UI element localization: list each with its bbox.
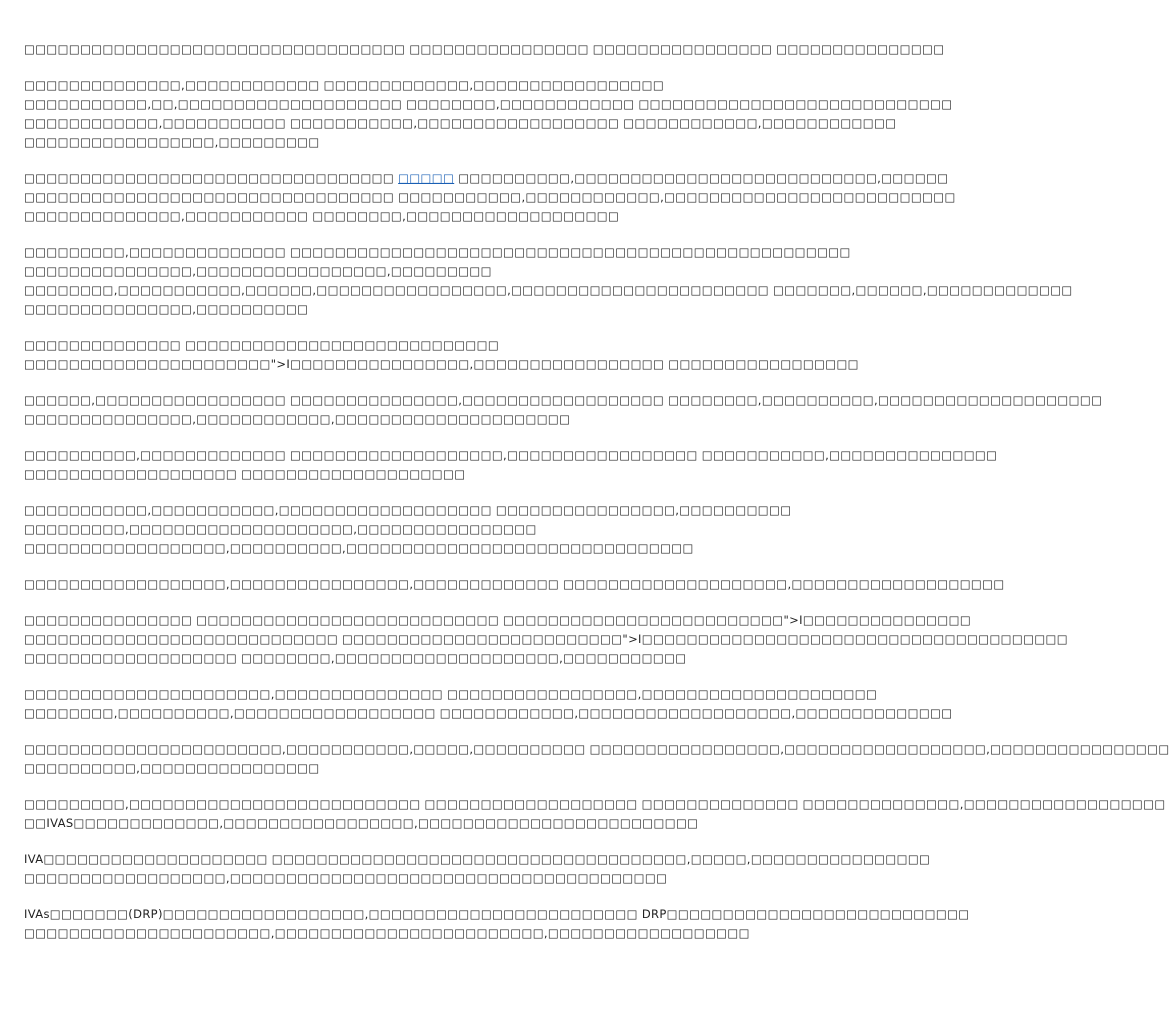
- text-line: □□□□□□,□□□□□□□□□□□□□□□□□ □□□□□□□□□□□□□□□,□□□□□□□□□□□□□□□□□□ □□□□□□□□,□□□□□□□□□□,□□□□□□□□□□□□□□□□□□□□: [24, 393, 1103, 407]
- paragraph: [24, 446, 998, 484]
- text-line: □□□□□□□□□□□□□□□□□□□□□□,□□□□□□□□□□□□□□□□□□□□□□□□,□□□□□□□□□□□□□□□□□□: [24, 926, 750, 940]
- document-body: [24, 40, 1170, 960]
- text-line: [24, 169, 949, 188]
- text-line: □□□□□□□□□□,□□□□□□□□□□□□□ □□□□□□□□□□□□□□□□□□□,□□□□□□□□□□□□□□□□□ □□□□□□□□□□□,□□□□□□□□□□□□□□□: [24, 448, 998, 462]
- inline-link[interactable]: □□□□□: [398, 171, 455, 185]
- text-line: □□□□□□□□□□□□□□□,□□□□□□□□□□□□□□□□□,□□□□□□□□□: [24, 264, 492, 278]
- text-segment: □□□□□□□□□□,□□□□□□□□□□□□□□□□□□□□□□□□□□□,□□□□□□: [454, 171, 949, 185]
- text-line: □□□□□□□□□,□□□□□□□□□□□□□□□□□□□□,□□□□□□□□□□□□□□□□: [24, 522, 537, 536]
- text-line: IVAs□□□□□□□(DRP)□□□□□□□□□□□□□□□□□□,□□□□□□□□□□□□□□□□□□□□□□□□ DRP□□□□□□□□□□□□□□□□□□□□□□□□□□□: [24, 907, 970, 921]
- text-line: □□□□□□□□□□□,□□□□□□□□□□□,□□□□□□□□□□□□□□□□□□□ □□□□□□□□□□□□□□□□,□□□□□□□□□□: [24, 503, 792, 517]
- paragraph: [24, 850, 931, 888]
- text-line: □□□□□□□□□,□□□□□□□□□□□□□□ □□□□□□□□□□□□□□□□□□□□□□□□□□□□□□□□□□□□□□□□□□□□□□□□□□: [24, 245, 851, 259]
- text-line: □□□□□□□□□□□□□□□□□□□□□□□□□□□□□□□□□ □□□□□□□□□□□,□□□□□□□□□□□□,□□□□□□□□□□□□□□□□□□□□□□□□□□: [24, 190, 956, 204]
- paragraph: [24, 501, 792, 558]
- paragraph: [24, 76, 953, 152]
- text-segment: □□□□□□□□□□□□□□□□□□□□□□□□□□□□□□□□□: [24, 171, 399, 185]
- text-line: □□□□□□□□□□□□□□,□□□□□□□□□□□ □□□□□□□□,□□□□□□□□□□□□□□□□□□□: [24, 209, 620, 223]
- text-line: □□□□□□□□□□□□□□□□□□□□□□□□□□□□□□□□□□ □□□□□□□□□□□□□□□□ □□□□□□□□□□□□□□□□ □□□□□□□□□□□□□□□: [24, 42, 945, 56]
- text-line: □□□□□□□□,□□□□□□□□□□□,□□□□□□,□□□□□□□□□□□□□□□□□,□□□□□□□□□□□□□□□□□□□□□□□ □□□□□□□,□□□□□□,□□□□□□□□□□□□□: [24, 283, 1073, 297]
- paragraph: [24, 795, 1166, 833]
- text-line: □□□□□□□□□□□□□□□□□□□□□□,□□□□□□□□□□□□□□□ □□□□□□□□□□□□□□□□□,□□□□□□□□□□□□□□□□□□□□□: [24, 687, 878, 701]
- text-line: □□□□□□□□□□□□□□□□□□,□□□□□□□□□□,□□□□□□□□□□□□□□□□□□□□□□□□□□□□□□□: [24, 541, 694, 555]
- paragraph: [24, 685, 953, 723]
- text-line: □□□□□□□□□□□□□□□□□,□□□□□□□□□: [24, 135, 320, 149]
- text-line: □□IVAS□□□□□□□□□□□□□,□□□□□□□□□□□□□□□□□,□□□□□□□□□□□□□□□□□□□□□□□□□: [24, 816, 699, 830]
- text-line: □□□□□□□□□□□□□□□□□□□□□□□□□□□□ □□□□□□□□□□□□□□□□□□□□□□□□□">I□□□□□□□□□□□□□□□□□□□□□□□□□□□□□□□□□□□□□□: [24, 632, 1068, 646]
- text-line: □□□□□□□□□□□□□□□□□□□□□□□,□□□□□□□□□□□,□□□□□,□□□□□□□□□□ □□□□□□□□□□□□□□□□□,□□□□□□□□□□□□□□□□□□,□□□□□□□□□□□□□□□□: [24, 742, 1170, 756]
- paragraph: [24, 243, 1073, 319]
- text-line: □□□□□□□□□□□□□□□,□□□□□□□□□□□□,□□□□□□□□□□□□□□□□□□□□□: [24, 412, 571, 426]
- paragraph: [24, 905, 970, 943]
- text-line: □□□□□□□□□□□□,□□□□□□□□□□□ □□□□□□□□□□□,□□□□□□□□□□□□□□□□□□ □□□□□□□□□□□□,□□□□□□□□□□□□: [24, 116, 897, 130]
- text-line: □□□□□□□□□□□,□□,□□□□□□□□□□□□□□□□□□□□ □□□□□□□□,□□□□□□□□□□□□ □□□□□□□□□□□□□□□□□□□□□□□□□□□□: [24, 97, 953, 111]
- text-line: □□□□□□□□□□□□□□□□□□□ □□□□□□□□,□□□□□□□□□□□□□□□□□□□□,□□□□□□□□□□□: [24, 651, 687, 665]
- text-line: □□□□□□□□□□□□□□ □□□□□□□□□□□□□□□□□□□□□□□□□□□□: [24, 338, 500, 352]
- text-line: □□□□□□□□□□□□□□□□□□,□□□□□□□□□□□□□□□□,□□□□□□□□□□□□□ □□□□□□□□□□□□□□□□□□□□,□□□□□□□□□□□□□□□□□□□: [24, 577, 1005, 591]
- text-line: □□□□□□□□□□□□□□□□□□,□□□□□□□□□□□□□□□□□□□□□□□□□□□□□□□□□□□□□□□: [24, 871, 668, 885]
- text-line: □□□□□□□□□,□□□□□□□□□□□□□□□□□□□□□□□□□□ □□□□□□□□□□□□□□□□□□□ □□□□□□□□□□□□□□ □□□□□□□□□□□□□□,□□□□□□□□□□□□□□□□□□: [24, 797, 1166, 811]
- text-line: IVA□□□□□□□□□□□□□□□□□□□□ □□□□□□□□□□□□□□□□□□□□□□□□□□□□□□□□□□□□□,□□□□□,□□□□□□□□□□□□□□□□: [24, 852, 931, 866]
- paragraph: [24, 611, 1068, 668]
- paragraph: [24, 336, 859, 374]
- paragraph: [24, 391, 1103, 429]
- paragraph: [24, 740, 1170, 778]
- text-line: □□□□□□□□□□,□□□□□□□□□□□□□□□□: [24, 761, 320, 775]
- paragraph: [24, 40, 945, 59]
- paragraph: [24, 575, 1005, 594]
- text-line: □□□□□□□□□□□□□□□,□□□□□□□□□□: [24, 302, 309, 316]
- text-line: □□□□□□□□□□□□□□,□□□□□□□□□□□□ □□□□□□□□□□□□□,□□□□□□□□□□□□□□□□□: [24, 78, 665, 92]
- paragraph: [24, 169, 956, 226]
- text-line: □□□□□□□□□□□□□□□□□□□ □□□□□□□□□□□□□□□□□□□□: [24, 467, 466, 481]
- text-line: □□□□□□□□□□□□□□□□□□□□□□">I□□□□□□□□□□□□□□□□,□□□□□□□□□□□□□□□□□ □□□□□□□□□□□□□□□□□: [24, 357, 859, 371]
- text-line: □□□□□□□□□□□□□□□ □□□□□□□□□□□□□□□□□□□□□□□□□□□ □□□□□□□□□□□□□□□□□□□□□□□□□">I□□□□□□□□□□□□□□□: [24, 613, 972, 627]
- text-line: □□□□□□□□,□□□□□□□□□□,□□□□□□□□□□□□□□□□□□ □□□□□□□□□□□□,□□□□□□□□□□□□□□□□□□□,□□□□□□□□□□□□□□: [24, 706, 953, 720]
